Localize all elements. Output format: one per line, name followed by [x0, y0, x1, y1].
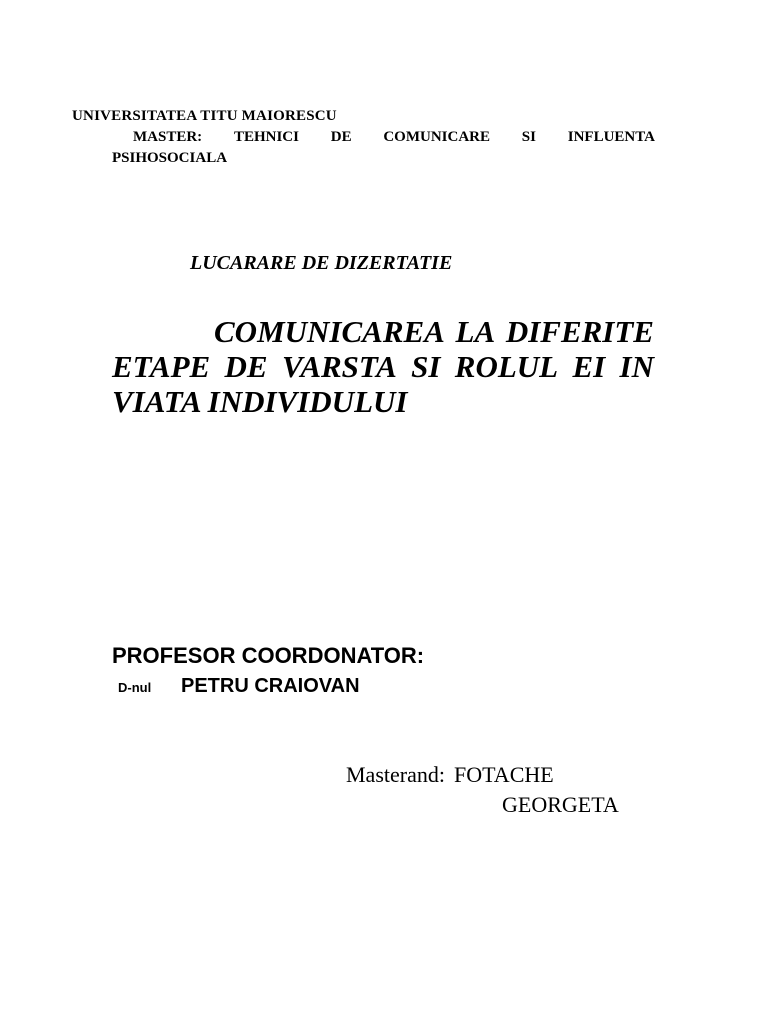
master-word: COMUNICARE: [383, 129, 491, 145]
student-surname: FOTACHE: [454, 762, 554, 787]
title-word: EI: [572, 349, 606, 384]
student-given-name: GEORGETA: [502, 792, 619, 817]
title-word: LA: [455, 314, 496, 349]
coordinator-name: PETRU CRAIOVAN: [181, 675, 360, 697]
thesis-title-line-3: VIATA INDIVIDULUI: [112, 384, 408, 419]
coordinator-honorific: D-nul: [118, 680, 152, 695]
title-word: DE: [224, 349, 268, 384]
master-word: DE: [330, 129, 352, 145]
document-type: LUCARARE DE DIZERTATIE: [190, 252, 453, 274]
title-word: COMUNICAREA: [214, 314, 445, 349]
title-word: ROLUL: [454, 349, 559, 384]
thesis-title-line-2: [112, 349, 654, 385]
title-word: IN: [619, 349, 654, 384]
coordinator-label: PROFESOR COORDONATOR:: [112, 643, 425, 668]
title-word: ETAPE: [112, 349, 211, 384]
title-word: DIFERITE: [505, 314, 654, 349]
master-word: TEHNICI: [233, 129, 299, 145]
student-label: Masterand:: [346, 762, 445, 787]
university-name: UNIVERSITATEA TITU MAIORESCU: [72, 108, 337, 124]
thesis-title-line-1: [214, 314, 654, 350]
master-word: SI: [521, 129, 536, 145]
master-word: MASTER:: [133, 129, 203, 145]
title-word: VARSTA: [281, 349, 397, 384]
master-word: INFLUENTA: [567, 129, 655, 145]
master-program-continuation: PSIHOSOCIALA: [112, 150, 228, 166]
title-word: SI: [411, 349, 441, 384]
master-program-line: [133, 129, 655, 146]
